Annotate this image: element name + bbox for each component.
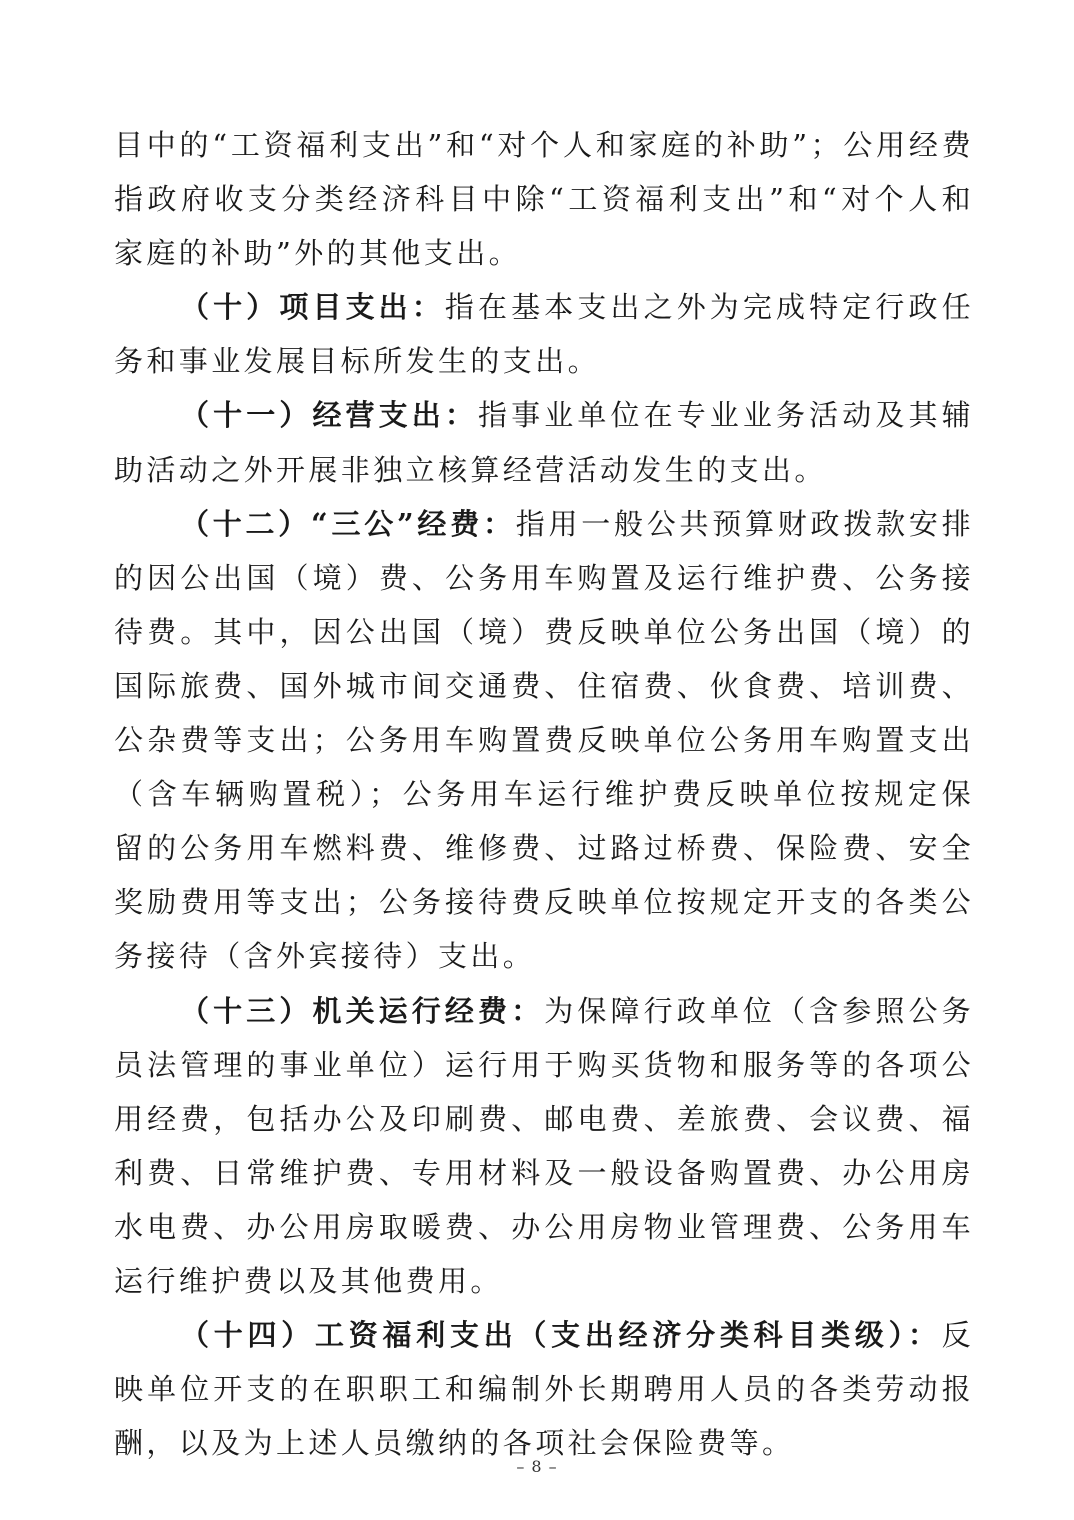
paragraph-operating-expenditure [114, 388, 974, 496]
paragraph-text: 指用一般公共预算财政拨款安排的因公出国（境）费、公务用车购置及运行维护费、公务接待费。其中，因公出国（境）费反映单位公务出国（境）的国际旅费、国外城市间交通费、住宿费、伙食费、培训费、公杂费等支出；公务用车购置费反映单位公务用车购置支出（含车辆购置税）；公务用车运行维护费反映单位按规定保留的公务用车燃料费、维修费、过路过桥费、保险费、安全奖励费用等支出；公务接待费反映单位按规定开支的各类公务接待（含外宾接待）支出。 [114, 506, 974, 974]
paragraph-heading: （十一）经营支出： [180, 398, 479, 433]
paragraph-text: 反映单位开支的在职职工和编制外长期聘用人员的各类劳动报酬，以及为上述人员缴纳的各项社会保险费等。 [114, 1318, 974, 1461]
paragraph-heading: （十）项目支出： [180, 290, 445, 325]
paragraph-heading: （十三）机关运行经费： [180, 993, 545, 1028]
page-number: – 8 – [516, 1457, 558, 1476]
paragraph-continuation [114, 118, 974, 280]
paragraph-office-operating-funds [114, 984, 974, 1309]
document-body [114, 118, 974, 1470]
paragraph-heading: （十二）“三公”经费： [180, 506, 516, 541]
paragraph-text: 为保障行政单位（含参照公务员法管理的事业单位）运行用于购买货物和服务等的各项公用经费，包括办公及印刷费、邮电费、差旅费、会议费、福利费、日常维护费、专用材料及一般设备购置费、办公用房水电费、办公用房取暖费、办公用房物业管理费、公务用车运行维护费以及其他费用。 [114, 993, 975, 1298]
paragraph-wage-welfare-expenditure [114, 1308, 974, 1470]
paragraph-text: 目中的“工资福利支出”和“对个人和家庭的补助”；公用经费指政府收支分类经济科目中除“工资福利支出”和“对个人和家庭的补助”外的其他支出。 [114, 128, 974, 271]
paragraph-heading: （十四）工资福利支出（支出经济分类科目类级）： [180, 1318, 942, 1353]
paragraph-text: 指事业单位在专业业务活动及其辅助活动之外开展非独立核算经营活动发生的支出。 [114, 398, 974, 487]
paragraph-project-expenditure [114, 280, 974, 388]
paragraph-text: 指在基本支出之外为完成特定行政任务和事业发展目标所发生的支出。 [114, 290, 974, 379]
paragraph-three-public-expenses [114, 497, 974, 984]
